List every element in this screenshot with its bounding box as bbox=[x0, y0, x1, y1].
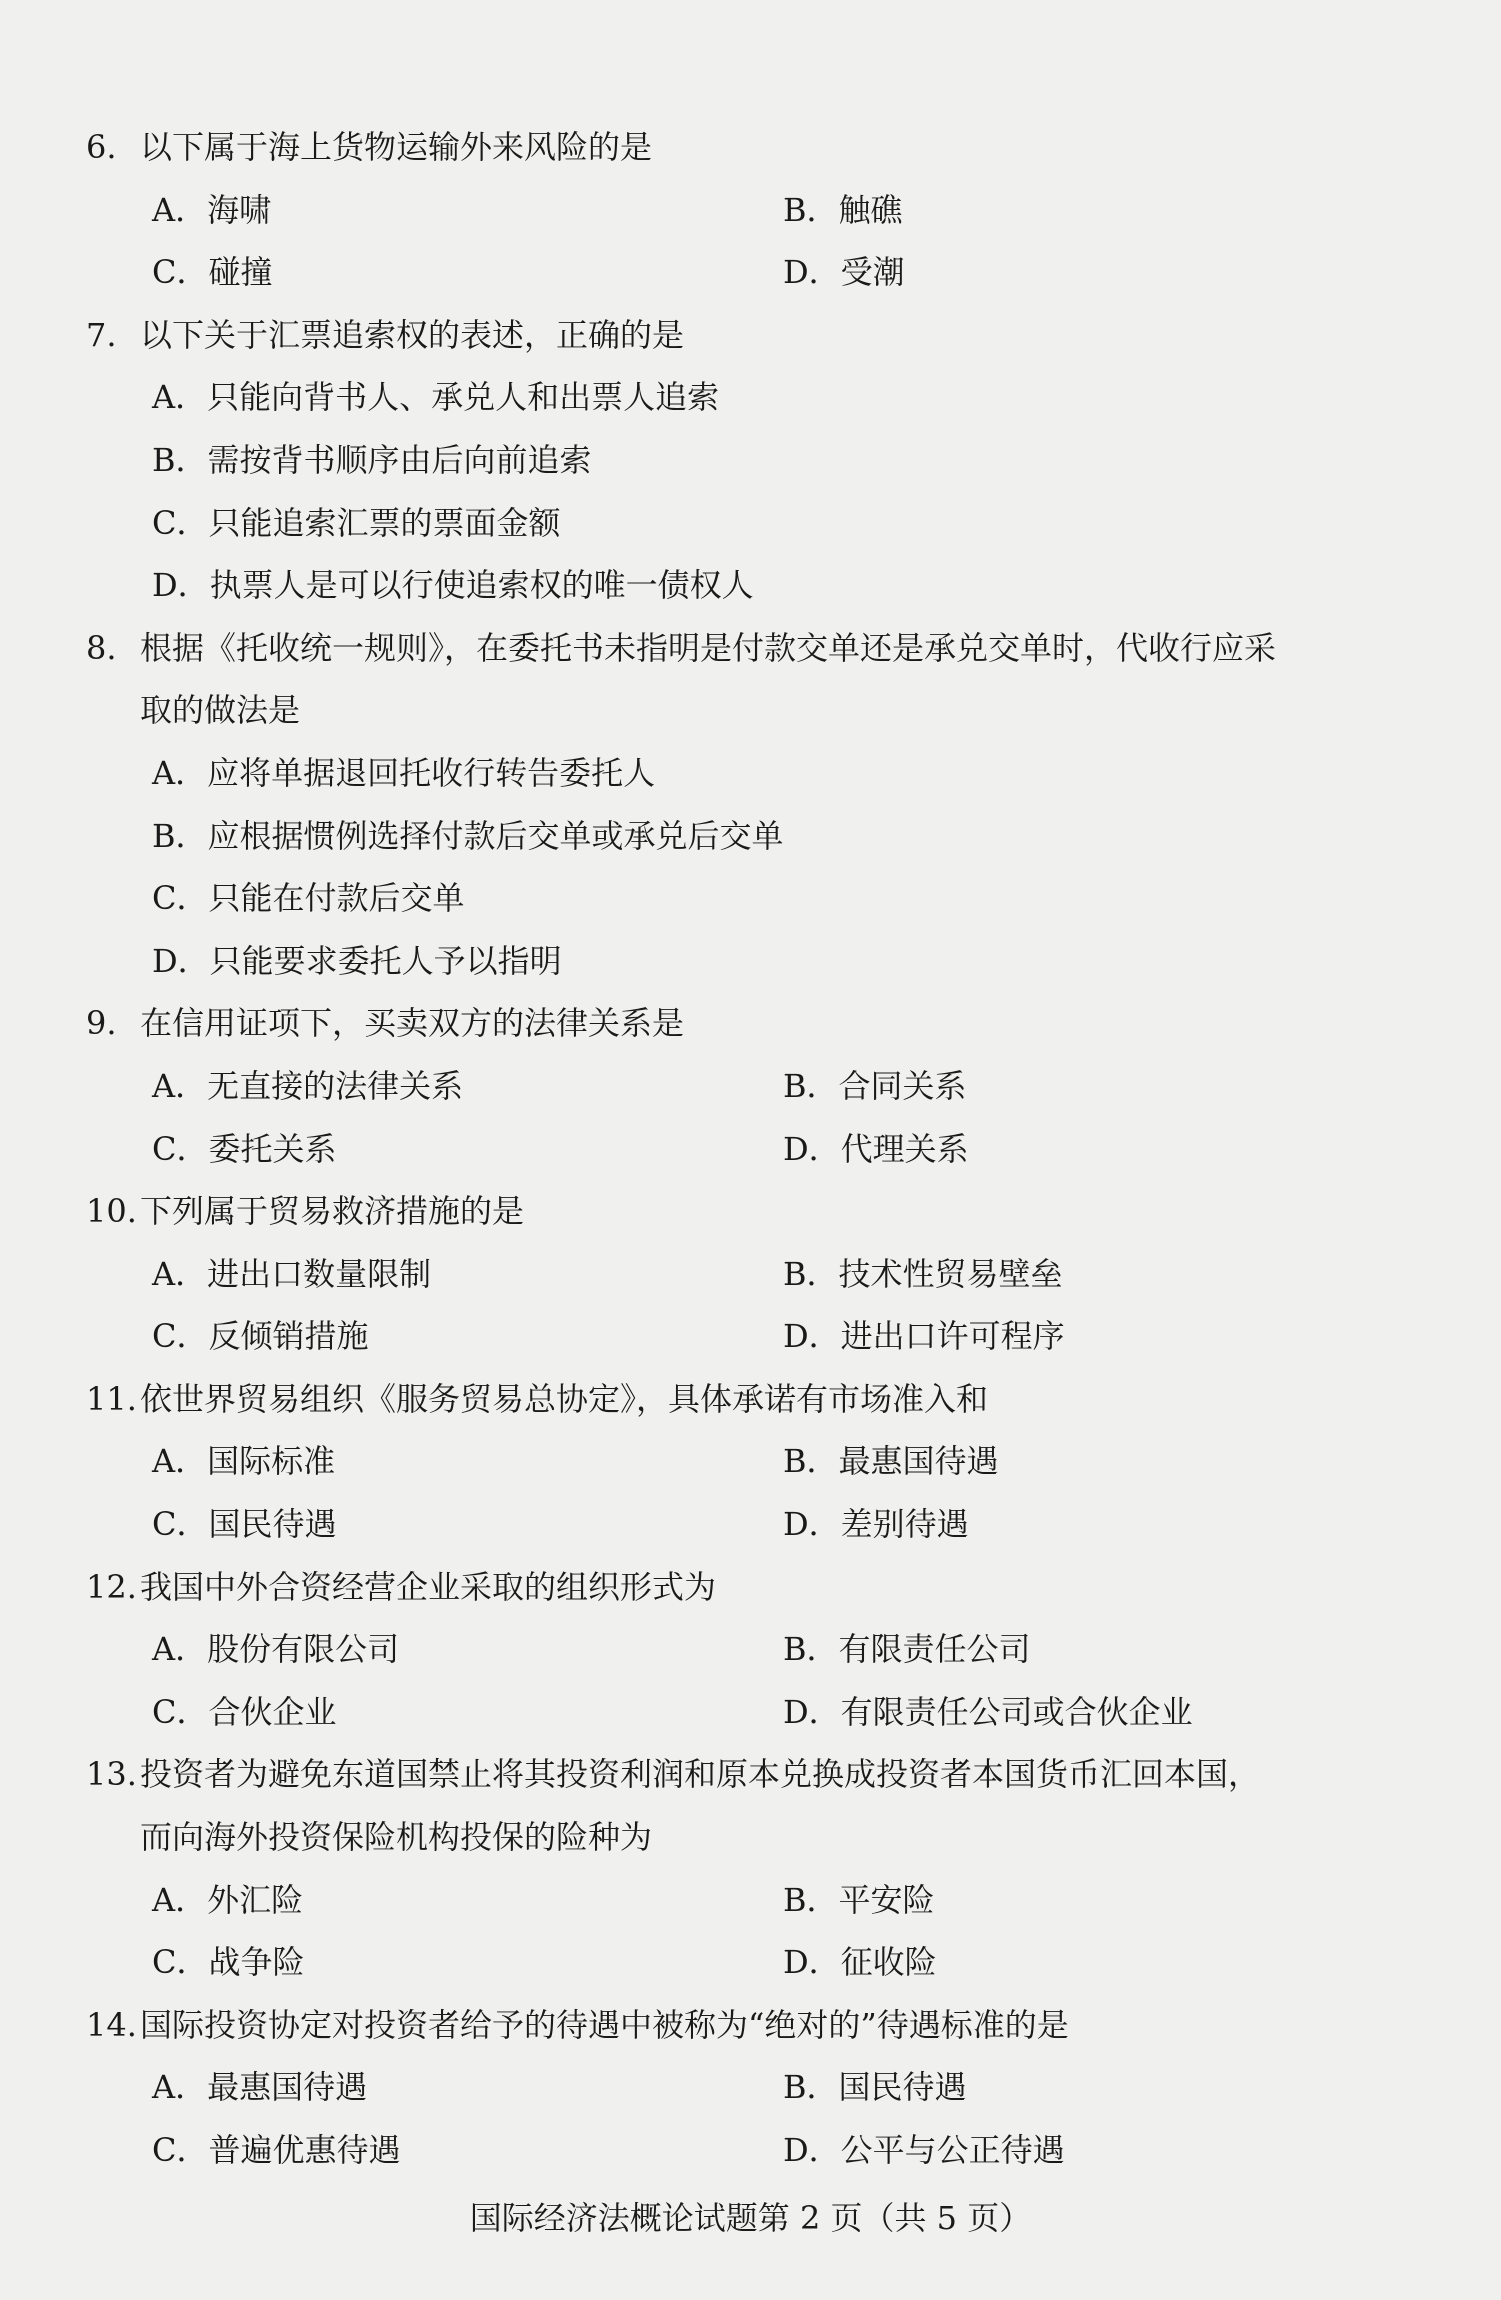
option-B: B．需按背书顺序由后向前追索 bbox=[152, 440, 592, 479]
question-line bbox=[0, 304, 1501, 367]
options-row bbox=[0, 1618, 1501, 1681]
question-number: 8. bbox=[86, 628, 117, 667]
question-12 bbox=[0, 1556, 1501, 1744]
option-D: D．只能要求委托人予以指明 bbox=[152, 941, 562, 980]
question-line bbox=[0, 116, 1501, 179]
page-footer: 国际经济法概论试题第 2 页（共 5 页） bbox=[469, 2199, 1032, 2237]
option-D: D．有限责任公司或合伙企业 bbox=[783, 1692, 1193, 1731]
question-line bbox=[0, 617, 1501, 680]
question-text: 在信用证项下，买卖双方的法律关系是 bbox=[140, 1004, 685, 1043]
question-8 bbox=[0, 617, 1501, 993]
option-B: B．触礁 bbox=[783, 190, 903, 229]
question-text: 取的做法是 bbox=[140, 691, 301, 730]
option-D: D．公平与公正待遇 bbox=[783, 2131, 1065, 2169]
question-text: 依世界贸易组织《服务贸易总协定》，具体承诺有市场准入和 bbox=[140, 1379, 989, 1418]
option-C: C．国民待遇 bbox=[152, 1505, 337, 1544]
question-number: 14. bbox=[86, 2005, 137, 2044]
question-text: 我国中外合资经营企业采取的组织形式为 bbox=[140, 1567, 717, 1606]
options-row bbox=[0, 867, 1501, 930]
question-line bbox=[0, 1556, 1501, 1619]
options-row bbox=[0, 930, 1501, 993]
options-row bbox=[0, 1243, 1501, 1306]
question-text: 而向海外投资保险机构投保的险种为 bbox=[140, 1818, 653, 1857]
options-row bbox=[0, 241, 1501, 304]
option-B: B．最惠国待遇 bbox=[783, 1442, 999, 1481]
question-7 bbox=[0, 304, 1501, 617]
options-row bbox=[0, 1118, 1501, 1181]
option-A: A．进出口数量限制 bbox=[152, 1254, 432, 1293]
question-line bbox=[0, 1180, 1501, 1243]
question-line bbox=[0, 992, 1501, 1055]
option-D: D．代理关系 bbox=[783, 1129, 969, 1168]
question-6 bbox=[0, 116, 1501, 304]
question-number: 7. bbox=[86, 315, 117, 354]
option-D: D．差别待遇 bbox=[783, 1505, 969, 1544]
option-B: B．应根据惯例选择付款后交单或承兑后交单 bbox=[152, 816, 784, 855]
options-row bbox=[0, 742, 1501, 805]
question-line bbox=[0, 1368, 1501, 1431]
option-B: B．平安险 bbox=[783, 1880, 935, 1919]
question-13 bbox=[0, 1743, 1501, 1993]
question-text: 以下关于汇票追索权的表述，正确的是 bbox=[140, 315, 685, 354]
options-row bbox=[0, 366, 1501, 429]
option-C: C．只能在付款后交单 bbox=[152, 879, 465, 918]
options-row bbox=[0, 492, 1501, 555]
question-text: 下列属于贸易救济措施的是 bbox=[140, 1192, 525, 1231]
option-D: D．执票人是可以行使追索权的唯一债权人 bbox=[152, 566, 754, 605]
option-C: C．合伙企业 bbox=[152, 1692, 337, 1731]
options-row bbox=[0, 2056, 1501, 2119]
option-A: A．外汇险 bbox=[152, 1880, 304, 1919]
options-row bbox=[0, 1055, 1501, 1118]
question-text: 投资者为避免东道国禁止将其投资利润和原本兑换成投资者本国货币汇回本国， bbox=[140, 1755, 1261, 1794]
options-row bbox=[0, 1305, 1501, 1368]
options-row bbox=[0, 429, 1501, 492]
options-row bbox=[0, 179, 1501, 242]
option-B: B．技术性贸易壁垒 bbox=[783, 1254, 1063, 1293]
question-number: 9. bbox=[86, 1004, 117, 1043]
option-A: A．无直接的法律关系 bbox=[152, 1066, 464, 1105]
option-A: A．股份有限公司 bbox=[152, 1630, 400, 1669]
options-row bbox=[0, 1430, 1501, 1493]
option-D: D．进出口许可程序 bbox=[783, 1317, 1065, 1356]
question-number: 12. bbox=[86, 1567, 137, 1606]
question-number: 13. bbox=[86, 1755, 137, 1794]
option-C: C．战争险 bbox=[152, 1943, 305, 1982]
option-B: B．合同关系 bbox=[783, 1066, 967, 1105]
question-line bbox=[0, 1994, 1501, 2057]
option-A: A．海啸 bbox=[152, 190, 272, 229]
option-A: A．只能向背书人、承兑人和出票人追索 bbox=[152, 378, 720, 417]
options-row bbox=[0, 2119, 1501, 2182]
options-row bbox=[0, 1493, 1501, 1556]
question-text: 根据《托收统一规则》，在委托书未指明是付款交单还是承兑交单时，代收行应采 bbox=[140, 628, 1277, 667]
question-text: 以下属于海上货物运输外来风险的是 bbox=[140, 128, 653, 166]
options-row bbox=[0, 805, 1501, 868]
question-line bbox=[0, 1806, 1501, 1869]
option-C: C．普遍优惠待遇 bbox=[152, 2131, 401, 2169]
options-row bbox=[0, 1869, 1501, 1932]
option-B: B．国民待遇 bbox=[783, 2068, 967, 2107]
option-C: C．反倾销措施 bbox=[152, 1317, 369, 1356]
question-number: 6. bbox=[86, 128, 117, 166]
options-row bbox=[0, 1931, 1501, 1994]
option-A: A．应将单据退回托收行转告委托人 bbox=[152, 753, 656, 792]
question-9 bbox=[0, 992, 1501, 1180]
question-11 bbox=[0, 1368, 1501, 1556]
question-number: 11. bbox=[86, 1379, 137, 1418]
question-text: 国际投资协定对投资者给予的待遇中被称为“绝对的”待遇标准的是 bbox=[140, 2005, 1069, 2044]
option-C: C．碰撞 bbox=[152, 253, 273, 292]
exam-page bbox=[0, 116, 1501, 2182]
option-D: D．征收险 bbox=[783, 1943, 937, 1982]
question-14 bbox=[0, 1994, 1501, 2182]
option-C: C．委托关系 bbox=[152, 1129, 337, 1168]
option-B: B．有限责任公司 bbox=[783, 1630, 1031, 1669]
option-D: D．受潮 bbox=[783, 253, 905, 292]
question-10 bbox=[0, 1180, 1501, 1368]
question-number: 10. bbox=[86, 1192, 137, 1231]
question-line bbox=[0, 679, 1501, 742]
question-line bbox=[0, 1743, 1501, 1806]
options-row bbox=[0, 554, 1501, 617]
option-A: A．国际标准 bbox=[152, 1442, 336, 1481]
option-C: C．只能追索汇票的票面金额 bbox=[152, 503, 561, 542]
options-row bbox=[0, 1681, 1501, 1744]
option-A: A．最惠国待遇 bbox=[152, 2068, 368, 2107]
